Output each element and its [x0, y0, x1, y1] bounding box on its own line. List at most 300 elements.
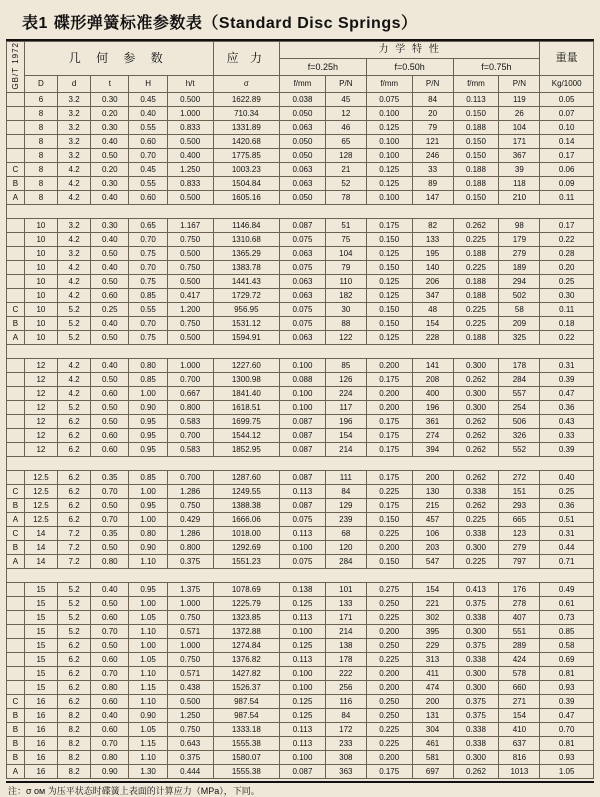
header-geometry: 几 何 参 数: [24, 42, 213, 76]
cell-t: 0.70: [91, 484, 129, 498]
table-row[interactable]: [7, 162, 594, 176]
table-row[interactable]: [7, 764, 594, 778]
cell-H: 0.80: [129, 526, 167, 540]
cell-p2: 411: [412, 666, 453, 680]
row-mark: B: [7, 736, 25, 750]
cell-f2: 0.200: [366, 680, 412, 694]
table-row[interactable]: [7, 428, 594, 442]
row-mark: [7, 470, 25, 484]
row-mark: C: [7, 484, 25, 498]
cell-D: 12: [24, 386, 57, 400]
cell-p1: 154: [325, 428, 366, 442]
cell-sigma: 1594.91: [213, 330, 279, 344]
table-row[interactable]: [7, 274, 594, 288]
cell-f2: 0.125: [366, 176, 412, 190]
table-row[interactable]: [7, 134, 594, 148]
cell-H: 1.05: [129, 610, 167, 624]
row-mark: [7, 288, 25, 302]
cell-f3: 0.375: [453, 638, 499, 652]
table-row[interactable]: [7, 498, 594, 512]
cell-D: 10: [24, 302, 57, 316]
cell-D: 10: [24, 316, 57, 330]
header-col-p2: P/N: [412, 75, 453, 92]
cell-D: 10: [24, 246, 57, 260]
cell-H: 0.55: [129, 302, 167, 316]
row-mark: B: [7, 722, 25, 736]
cell-H: 0.70: [129, 232, 167, 246]
cell-p3: 39: [499, 162, 540, 176]
table-row[interactable]: [7, 190, 594, 204]
cell-p1: 46: [325, 120, 366, 134]
cell-weight: 0.39: [540, 442, 594, 456]
cell-ht: 0.700: [167, 470, 213, 484]
cell-weight: 0.10: [540, 120, 594, 134]
cell-H: 1.00: [129, 484, 167, 498]
cell-p2: 461: [412, 736, 453, 750]
cell-t: 0.25: [91, 302, 129, 316]
standard-label: GB/T 1972: [10, 42, 20, 90]
cell-f3: 0.188: [453, 330, 499, 344]
cell-H: 0.70: [129, 316, 167, 330]
header-standard-cell: [7, 42, 25, 93]
cell-sigma: 1427.82: [213, 666, 279, 680]
cell-f2: 0.125: [366, 330, 412, 344]
cell-weight: 0.31: [540, 358, 594, 372]
cell-H: 0.85: [129, 288, 167, 302]
cell-ht: 1.000: [167, 106, 213, 120]
table-row[interactable]: [7, 512, 594, 526]
table-row[interactable]: [7, 484, 594, 498]
table-row[interactable]: [7, 680, 594, 694]
cell-H: 1.10: [129, 750, 167, 764]
cell-p1: 110: [325, 274, 366, 288]
cell-p1: 51: [325, 218, 366, 232]
cell-H: 1.30: [129, 764, 167, 778]
cell-d: 6.2: [58, 694, 91, 708]
cell-t: 0.50: [91, 330, 129, 344]
cell-p1: 111: [325, 470, 366, 484]
cell-weight: 0.14: [540, 134, 594, 148]
cell-d: 5.2: [58, 316, 91, 330]
cell-ht: 0.438: [167, 680, 213, 694]
table-row[interactable]: [7, 470, 594, 484]
cell-p3: 410: [499, 722, 540, 736]
cell-d: 8.2: [58, 708, 91, 722]
cell-p3: 254: [499, 400, 540, 414]
cell-H: 0.85: [129, 372, 167, 386]
cell-sigma: 1841.40: [213, 386, 279, 400]
cell-p3: 271: [499, 694, 540, 708]
cell-p2: 89: [412, 176, 453, 190]
cell-f2: 0.200: [366, 540, 412, 554]
cell-p1: 85: [325, 358, 366, 372]
table-row[interactable]: [7, 526, 594, 540]
cell-sigma: 1227.60: [213, 358, 279, 372]
cell-p2: 141: [412, 358, 453, 372]
cell-sigma: 1605.16: [213, 190, 279, 204]
header-f050: f=0.50h: [366, 58, 453, 75]
cell-f3: 0.338: [453, 610, 499, 624]
cell-t: 0.70: [91, 736, 129, 750]
cell-t: 0.70: [91, 624, 129, 638]
table-row[interactable]: [7, 316, 594, 330]
cell-p2: 200: [412, 694, 453, 708]
cell-p2: 304: [412, 722, 453, 736]
row-mark: [7, 134, 25, 148]
cell-f3: 0.300: [453, 624, 499, 638]
cell-f3: 0.262: [453, 470, 499, 484]
cell-p2: 203: [412, 540, 453, 554]
cell-p1: 126: [325, 372, 366, 386]
cell-f2: 0.250: [366, 708, 412, 722]
cell-p3: 278: [499, 596, 540, 610]
cell-f1: 0.100: [280, 540, 326, 554]
cell-H: 1.15: [129, 680, 167, 694]
cell-D: 16: [24, 694, 57, 708]
cell-f1: 0.100: [280, 624, 326, 638]
table-row[interactable]: [7, 694, 594, 708]
cell-H: 0.75: [129, 274, 167, 288]
cell-f1: 0.075: [280, 512, 326, 526]
cell-d: 3.2: [58, 246, 91, 260]
header-stress: 应 力: [213, 42, 279, 76]
cell-f2: 0.175: [366, 470, 412, 484]
cell-f1: 0.113: [280, 526, 326, 540]
cell-D: 8: [24, 120, 57, 134]
cell-H: 0.90: [129, 540, 167, 554]
row-mark: [7, 638, 25, 652]
cell-f2: 0.175: [366, 498, 412, 512]
header-col-f3: f/mm: [453, 75, 499, 92]
row-mark: [7, 680, 25, 694]
table-note: 注：σ ом 为压平状态时碟簧上表面的计算应力（MPa），下同。: [8, 785, 260, 796]
table-row[interactable]: [7, 106, 594, 120]
row-mark: [7, 372, 25, 386]
table-row[interactable]: [7, 218, 594, 232]
cell-d: 4.2: [58, 176, 91, 190]
cell-p3: 179: [499, 232, 540, 246]
cell-D: 14: [24, 540, 57, 554]
cell-sigma: 1376.82: [213, 652, 279, 666]
cell-f2: 0.175: [366, 764, 412, 778]
cell-weight: 0.81: [540, 736, 594, 750]
row-mark: C: [7, 694, 25, 708]
cell-f1: 0.087: [280, 414, 326, 428]
cell-D: 10: [24, 274, 57, 288]
row-mark: [7, 428, 25, 442]
cell-sigma: 1365.29: [213, 246, 279, 260]
cell-ht: 1.167: [167, 218, 213, 232]
cell-f3: 0.338: [453, 526, 499, 540]
cell-p2: 33: [412, 162, 453, 176]
cell-weight: 0.40: [540, 470, 594, 484]
cell-ht: 0.583: [167, 442, 213, 456]
cell-f3: 0.375: [453, 596, 499, 610]
cell-f3: 0.113: [453, 92, 499, 106]
table-row[interactable]: [7, 386, 594, 400]
cell-t: 0.80: [91, 680, 129, 694]
table-row[interactable]: [7, 358, 594, 372]
cell-ht: 1.000: [167, 638, 213, 652]
cell-ht: 0.833: [167, 120, 213, 134]
header-weight: [540, 42, 594, 76]
row-mark: [7, 358, 25, 372]
cell-weight: 0.22: [540, 232, 594, 246]
cell-f1: 0.063: [280, 120, 326, 134]
cell-p1: 363: [325, 764, 366, 778]
group-spacer: [7, 568, 594, 582]
table-row[interactable]: [7, 554, 594, 568]
table-row[interactable]: [7, 722, 594, 736]
cell-f3: 0.375: [453, 694, 499, 708]
cell-H: 1.05: [129, 652, 167, 666]
cell-ht: 0.700: [167, 428, 213, 442]
cell-p2: 394: [412, 442, 453, 456]
cell-p2: 200: [412, 470, 453, 484]
table-row[interactable]: [7, 260, 594, 274]
cell-weight: 0.09: [540, 176, 594, 190]
cell-d: 8.2: [58, 764, 91, 778]
cell-t: 0.50: [91, 498, 129, 512]
table-row[interactable]: [7, 414, 594, 428]
table-row[interactable]: [7, 400, 594, 414]
cell-H: 1.10: [129, 624, 167, 638]
row-mark: [7, 414, 25, 428]
cell-f3: 0.262: [453, 498, 499, 512]
group-spacer-cell: [7, 204, 594, 218]
cell-f1: 0.075: [280, 302, 326, 316]
cell-H: 0.95: [129, 582, 167, 596]
cell-t: 0.60: [91, 288, 129, 302]
cell-f2: 0.200: [366, 666, 412, 680]
cell-ht: 1.286: [167, 526, 213, 540]
cell-p1: 84: [325, 708, 366, 722]
row-mark: [7, 442, 25, 456]
cell-weight: 0.17: [540, 148, 594, 162]
row-mark: [7, 106, 25, 120]
cell-d: 6.2: [58, 414, 91, 428]
cell-f1: 0.075: [280, 316, 326, 330]
row-mark: A: [7, 330, 25, 344]
cell-sigma: 1420.68: [213, 134, 279, 148]
cell-f2: 0.150: [366, 232, 412, 246]
cell-f1: 0.050: [280, 148, 326, 162]
cell-p3: 407: [499, 610, 540, 624]
cell-D: 15: [24, 582, 57, 596]
cell-p3: 26: [499, 106, 540, 120]
cell-ht: 0.800: [167, 540, 213, 554]
group-spacer: [7, 344, 594, 358]
cell-d: 6.2: [58, 638, 91, 652]
cell-weight: 0.17: [540, 218, 594, 232]
cell-H: 0.70: [129, 260, 167, 274]
group-spacer-cell: [7, 456, 594, 470]
cell-D: 10: [24, 260, 57, 274]
table-row[interactable]: [7, 372, 594, 386]
cell-p1: 171: [325, 610, 366, 624]
cell-H: 1.00: [129, 512, 167, 526]
cell-t: 0.60: [91, 428, 129, 442]
table-row[interactable]: [7, 148, 594, 162]
cell-D: 14: [24, 554, 57, 568]
cell-ht: 0.583: [167, 414, 213, 428]
cell-H: 0.40: [129, 106, 167, 120]
table-row[interactable]: [7, 750, 594, 764]
row-mark: [7, 400, 25, 414]
title-number: 表1: [22, 15, 48, 32]
cell-D: 16: [24, 764, 57, 778]
cell-t: 0.80: [91, 554, 129, 568]
cell-p1: 178: [325, 652, 366, 666]
cell-ht: 0.400: [167, 148, 213, 162]
table-row[interactable]: [7, 582, 594, 596]
cell-f3: 0.338: [453, 484, 499, 498]
cell-p1: 133: [325, 596, 366, 610]
cell-weight: 0.25: [540, 484, 594, 498]
cell-p1: 65: [325, 134, 366, 148]
header-weight-label: 重量: [555, 52, 578, 65]
cell-H: 1.10: [129, 666, 167, 680]
cell-sigma: 1225.79: [213, 596, 279, 610]
row-mark: [7, 596, 25, 610]
cell-weight: 0.05: [540, 92, 594, 106]
cell-t: 0.40: [91, 582, 129, 596]
cell-weight: 0.30: [540, 288, 594, 302]
cell-weight: 0.25: [540, 274, 594, 288]
cell-f3: 0.300: [453, 540, 499, 554]
cell-ht: 1.250: [167, 708, 213, 722]
cell-ht: 0.417: [167, 288, 213, 302]
cell-sigma: 1544.12: [213, 428, 279, 442]
cell-p1: 104: [325, 246, 366, 260]
cell-f3: 0.188: [453, 120, 499, 134]
cell-p3: 272: [499, 470, 540, 484]
cell-p1: 30: [325, 302, 366, 316]
cell-f3: 0.188: [453, 162, 499, 176]
cell-weight: 0.39: [540, 694, 594, 708]
cell-f1: 0.125: [280, 596, 326, 610]
cell-weight: 0.49: [540, 582, 594, 596]
cell-p2: 121: [412, 134, 453, 148]
cell-H: 0.90: [129, 400, 167, 414]
table-row[interactable]: [7, 442, 594, 456]
cell-p2: 395: [412, 624, 453, 638]
cell-d: 4.2: [58, 260, 91, 274]
table-row[interactable]: [7, 176, 594, 190]
cell-H: 1.10: [129, 554, 167, 568]
cell-H: 0.90: [129, 708, 167, 722]
cell-ht: 0.500: [167, 246, 213, 260]
cell-t: 0.40: [91, 134, 129, 148]
cell-f1: 0.125: [280, 638, 326, 652]
table-row[interactable]: [7, 638, 594, 652]
cell-D: 16: [24, 750, 57, 764]
table-row[interactable]: [7, 288, 594, 302]
cell-t: 0.70: [91, 512, 129, 526]
table-row[interactable]: [7, 120, 594, 134]
cell-sigma: 1078.69: [213, 582, 279, 596]
cell-weight: 0.22: [540, 330, 594, 344]
cell-sigma: 1622.89: [213, 92, 279, 106]
cell-sigma: 1555.38: [213, 736, 279, 750]
cell-f1: 0.063: [280, 176, 326, 190]
cell-ht: 0.500: [167, 330, 213, 344]
disc-spring-table: [6, 41, 594, 779]
cell-t: 0.30: [91, 218, 129, 232]
cell-ht: 0.750: [167, 652, 213, 666]
cell-f3: 0.300: [453, 750, 499, 764]
cell-H: 1.10: [129, 694, 167, 708]
table-row[interactable]: [7, 736, 594, 750]
cell-f1: 0.063: [280, 246, 326, 260]
cell-p2: 154: [412, 582, 453, 596]
cell-p1: 120: [325, 540, 366, 554]
table-row[interactable]: [7, 652, 594, 666]
row-mark: B: [7, 176, 25, 190]
cell-p1: 45: [325, 92, 366, 106]
cell-f2: 0.200: [366, 386, 412, 400]
table-row[interactable]: [7, 666, 594, 680]
cell-f2: 0.150: [366, 316, 412, 330]
cell-p3: 506: [499, 414, 540, 428]
table-row[interactable]: [7, 232, 594, 246]
cell-D: 15: [24, 652, 57, 666]
table-row[interactable]: [7, 540, 594, 554]
table-row[interactable]: [7, 708, 594, 722]
row-mark: C: [7, 162, 25, 176]
cell-D: 10: [24, 330, 57, 344]
cell-d: 3.2: [58, 134, 91, 148]
cell-f2: 0.200: [366, 400, 412, 414]
table-row[interactable]: [7, 302, 594, 316]
cell-sigma: 1333.18: [213, 722, 279, 736]
table-row[interactable]: [7, 92, 594, 106]
cell-t: 0.35: [91, 470, 129, 484]
cell-p2: 208: [412, 372, 453, 386]
header-col-H: H: [129, 75, 167, 92]
cell-weight: 1.05: [540, 764, 594, 778]
cell-f2: 0.150: [366, 554, 412, 568]
cell-p2: 274: [412, 428, 453, 442]
cell-d: 3.2: [58, 148, 91, 162]
cell-f2: 0.250: [366, 596, 412, 610]
cell-t: 0.30: [91, 176, 129, 190]
cell-weight: 0.61: [540, 596, 594, 610]
cell-f1: 0.063: [280, 162, 326, 176]
cell-f1: 0.075: [280, 232, 326, 246]
cell-p1: 172: [325, 722, 366, 736]
cell-d: 7.2: [58, 554, 91, 568]
cell-f3: 0.262: [453, 428, 499, 442]
row-mark: [7, 666, 25, 680]
cell-sigma: 1775.85: [213, 148, 279, 162]
table-row[interactable]: [7, 610, 594, 624]
cell-p3: 119: [499, 92, 540, 106]
table-row[interactable]: [7, 596, 594, 610]
table-row[interactable]: [7, 330, 594, 344]
cell-f1: 0.100: [280, 680, 326, 694]
cell-H: 0.95: [129, 442, 167, 456]
table-row[interactable]: [7, 624, 594, 638]
cell-p2: 130: [412, 484, 453, 498]
cell-p1: 128: [325, 148, 366, 162]
cell-H: 1.00: [129, 638, 167, 652]
cell-sigma: 1526.37: [213, 680, 279, 694]
cell-D: 12: [24, 428, 57, 442]
cell-D: 12: [24, 358, 57, 372]
table-row[interactable]: [7, 246, 594, 260]
cell-sigma: 987.54: [213, 694, 279, 708]
